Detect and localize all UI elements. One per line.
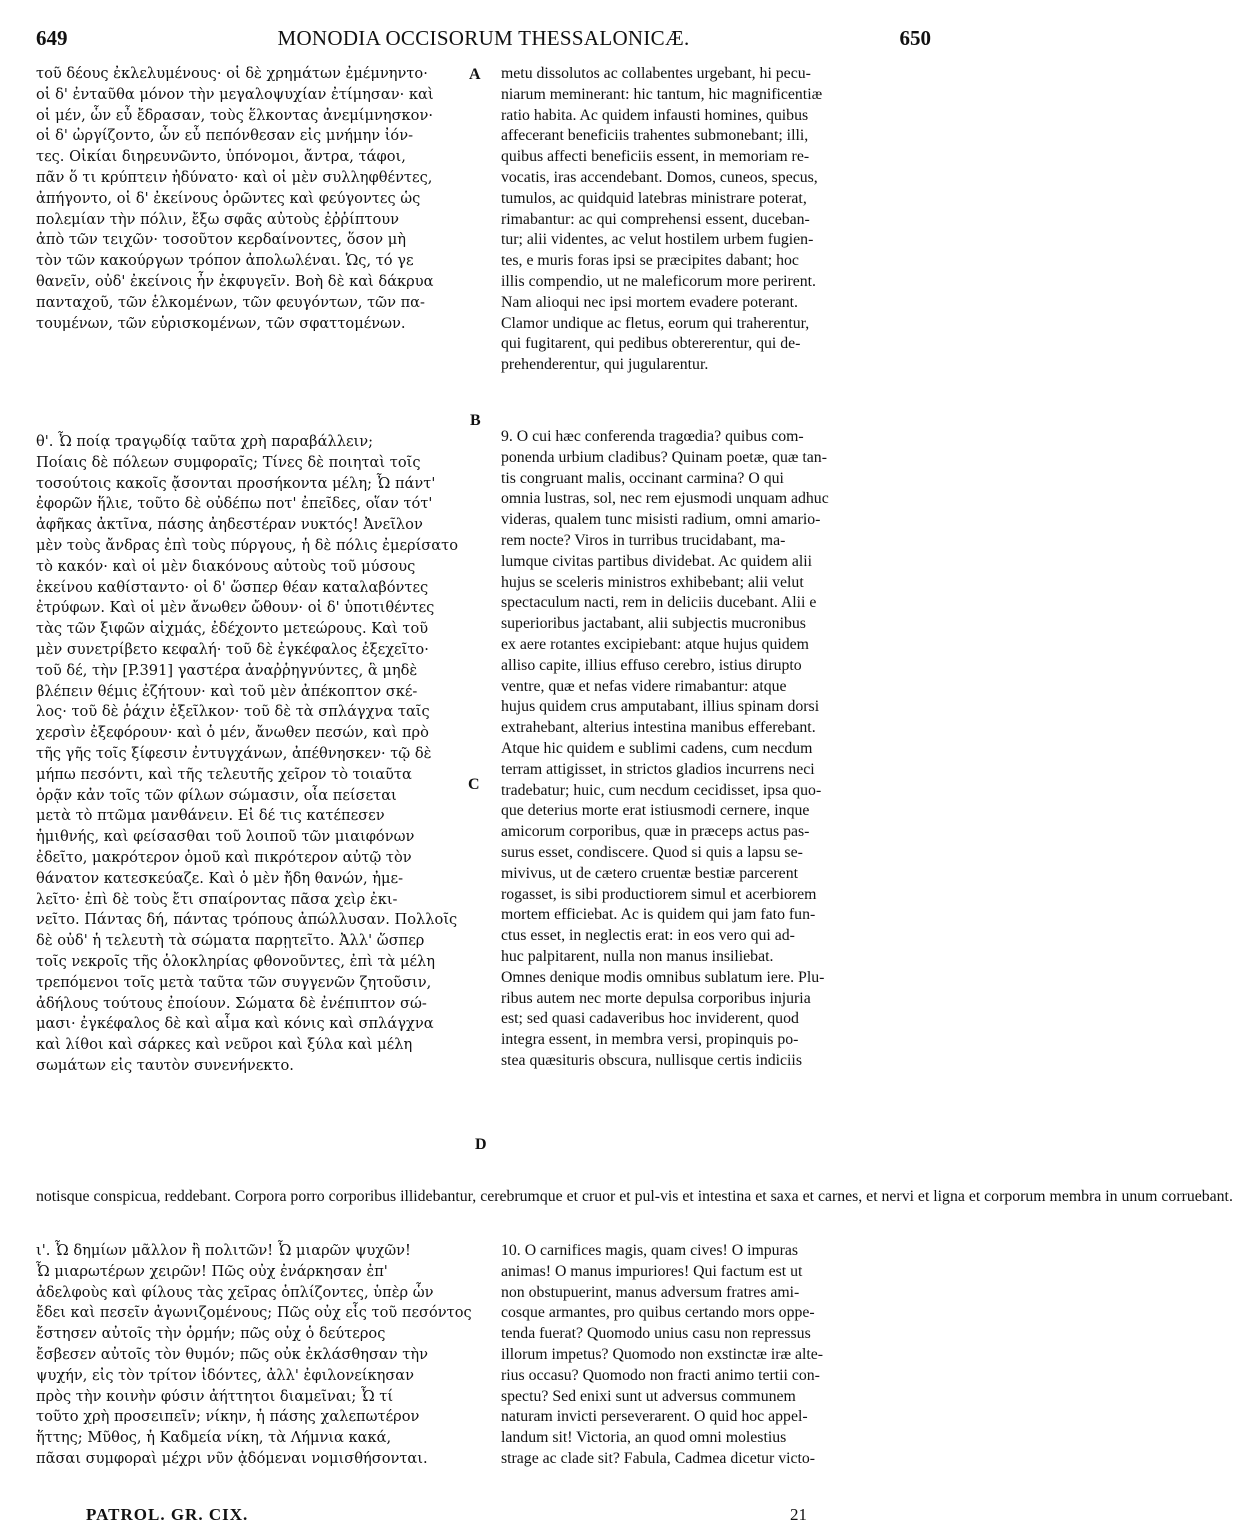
- latin-text-line: omnia lustras, sol, nec rem ejusmodi unquam adhuc: [501, 490, 829, 508]
- greek-text-line: τες. Οἰκίαι διηρευνῶντο, ὑπόνομοι, ἄντρα, τάφοι,: [36, 148, 406, 166]
- full-width-continuation: [36, 1187, 1233, 1208]
- greek-text-line: ψυχήν, εἰς τὸν τρίτον ἰδόντες, ἀλλ' ἐφιλονείκησαν: [36, 1366, 415, 1384]
- latin-text-line: Nam alioqui nec ipsi mortem evadere poterant.: [501, 293, 798, 311]
- latin-text-line: mortem efficiebat. Ac is quidem qui jam fato fun-: [501, 906, 816, 924]
- latin-text-line: qui fugitarent, qui pedibus obtererentur, qui de-: [501, 335, 801, 353]
- latin-text-line: non obstupuerint, manus adversum fratres ami-: [501, 1283, 800, 1301]
- latin-text-line: spectaculum nacti, rem in deliciis ducebant. Alii e: [501, 594, 817, 612]
- greek-text-line: τουμένων, τῶν εὑρισκομένων, τῶν σφαττομένων.: [36, 314, 406, 332]
- greek-text-line: ἔστησεν αὐτοῖς τὴν ὁρμήν; πῶς οὐχ ὁ δεύτερος: [36, 1325, 386, 1343]
- latin-text-line: lumque civitas partibus dividebat. Ac quidem alii: [501, 552, 813, 570]
- greek-text-line: ἀδελφοὺς καὶ φίλους τὰς χεῖρας ὁπλίζοντες, ὑπὲρ ὧν: [36, 1283, 434, 1301]
- greek-text-line: ἀπήγοντο, οἱ δ' ἐκείνους ὁρῶντες καὶ φεύγοντες ὡς: [36, 189, 421, 207]
- latin-text-line: integra essent, in membra versi, propinquis po-: [501, 1031, 799, 1049]
- latin-text-line: ratio habita. Ac quidem infausti homines, quibus: [501, 106, 809, 124]
- greek-text-line: θάνατον κατεσκεύαζε. Καὶ ὁ μὲν ἤδη θανών, ἠμε-: [36, 869, 404, 887]
- greek-column-middle: [36, 432, 488, 1077]
- greek-text-line: πρὸς τὴν κοινὴν φύσιν ἀήττητοι διαμεῖναι; Ὦ τί: [36, 1387, 394, 1405]
- latin-column-middle: [501, 427, 933, 1072]
- greek-text-line: μὲν συνετρίβετο κεφαλή· τοῦ δὲ ἐγκέφαλος ἐξεχεῖτο·: [36, 640, 429, 658]
- section-marker-d: D: [475, 1136, 487, 1153]
- latin-text-line: animas! O manus impuriores! Qui factum est ut: [501, 1262, 803, 1280]
- latin-text-line: illorum impetus? Quomodo non exstinctæ iræ alte-: [501, 1345, 824, 1363]
- greek-text-line: λεῖτο· ἐπὶ δὲ τοὺς ἔτι σπαίροντας πᾶσα χεὶρ ἐκι-: [36, 890, 398, 908]
- latin-text-line: ribus autem nec morte depulsa corporibus injuria: [501, 989, 811, 1007]
- greek-text-line: λος· τοῦ δὲ ῥάχιν ἐξεῖλκον· τοῦ δὲ τὰ σπλάγχνα ταῖς: [36, 703, 430, 721]
- latin-text-line: est; sed quasi cadaveribus hoc inviderent, quod: [501, 1010, 799, 1028]
- latin-column-bottom: [501, 1241, 933, 1470]
- latin-text-line: tis congruant malis, occinant carmina? O qui: [501, 469, 784, 487]
- latin-text-line: affecerant beneficiis trahentes submonebant; illi,: [501, 127, 809, 145]
- latin-text-line: stea quæsituris obscura, nullisque certis indiciis: [501, 1051, 802, 1069]
- greek-text-line: βλέπειν θέμις ἐζήτουν· καὶ τοῦ μὲν ἀπέκοπτον σκέ-: [36, 682, 418, 700]
- page-header: [36, 26, 931, 56]
- latin-text-line: tenda fuerat? Quomodo unius casu non repressus: [501, 1325, 811, 1343]
- greek-text-line: τοῦ δέους ἐκλελυμένους· οἱ δὲ χρημάτων ἐμέμνηντο·: [36, 65, 428, 82]
- greek-text-line: ἀπὸ τῶν τειχῶν· τοσοῦτον κερδαίνοντες, ὅσον μὴ: [36, 231, 406, 249]
- greek-text-line: σωμάτων εἰς ταυτὸν συνενήνεκτο.: [36, 1056, 294, 1074]
- greek-text-line: τὸν τῶν κακούργων τρόπον ἀπολωλέναι. Ὡς, τό γε: [36, 252, 414, 270]
- latin-text-line: rogasset, is sibi productiorem simul et acerbiorem: [501, 885, 817, 903]
- latin-text-line: ex aere rotantes excipiebant: atque hujus quidem: [501, 635, 809, 653]
- latin-text-line: naturam invicti perseverarent. O quid hoc appel-: [501, 1408, 808, 1426]
- greek-text-line: ἀφῆκας ἀκτῖνα, πάσης ἀηδεστέραν νυκτός! Ἀνεῖλον: [36, 516, 423, 534]
- greek-text-line: ἐκείνου καθίσταντο· οἱ δ' ὥσπερ θέαν καταλαβόντες: [36, 578, 429, 596]
- greek-text-line: Ποίαις δὲ πόλεων συμφοραῖς; Τίνες δὲ ποιηταὶ τοῖς: [36, 453, 421, 471]
- latin-text-line: notisque conspicua, reddebant. Corpora porro corporibus illidebantur, cerebrumque et cruor et pul-: [36, 1188, 661, 1205]
- latin-text-line: ctus esset, in neglectis erat: in eos vero qui ad-: [501, 927, 795, 945]
- greek-text-line: νεῖτο. Πάντας δή, πάντας τρόπους ἀπώλλυσαν. Πολλοῖς: [36, 911, 458, 929]
- greek-text-line: πᾶν ὅ τι κρύπτειν ἠδύνατο· καὶ οἱ μὲν συλληφθέντες,: [36, 168, 433, 186]
- greek-text-line: μήπω πεσόντι, καὶ τῆς τελευτῆς χεῖρον τὸ τοιαῦτα: [36, 765, 412, 783]
- greek-text-line: ἔσβεσεν αὐτοῖς τὸν θυμόν; πῶς οὐκ ἐκλάσθησαν τὴν: [36, 1345, 428, 1363]
- latin-text-line: Atque hic quidem e sublimi cadens, cum necdum: [501, 739, 813, 757]
- greek-text-line: ἥττης; Μῦθος, ἡ Καδμεία νίκη, τὰ Λήμνια κακά,: [36, 1429, 392, 1447]
- greek-text-line: οἱ δ' ἐνταῦθα μόνον τὴν μεγαλοψυχίαν ἐτίμησαν· καὶ: [36, 85, 434, 103]
- latin-text-line: vis et intestina et saxa et carnes, et nervi et ligna et corporum membra in unum corruebant.: [660, 1188, 1233, 1205]
- greek-text-line: Ὦ μιαρωτέρων χειρῶν! Πῶς οὐχ ἐνάρκησαν ἐπ': [36, 1262, 388, 1280]
- footer-signature-number: 21: [790, 1505, 807, 1524]
- latin-text-line: surus esset, condiscere. Quod si quis a lapsu se-: [501, 843, 803, 861]
- latin-column-top: [501, 64, 933, 376]
- latin-text-line: ventre, quæ et nefas videre rimabantur: atque: [501, 677, 787, 695]
- greek-text-line: τοσούτοις κακοῖς ᾄσονται προσήκοντα μέλη; Ὦ πάντ': [36, 474, 436, 492]
- running-title: MONODIA OCCISORUM THESSALONICÆ.: [277, 26, 690, 50]
- latin-text-line: hujus quidem crus amputabant, illius spinam dorsi: [501, 698, 820, 716]
- latin-text-line: niarum meminerant: hic tantum, hic magnificentiæ: [501, 85, 823, 103]
- latin-text-line: ponenda urbium cladibus? Quinam poetæ, quæ tan-: [501, 448, 827, 466]
- greek-text-line: τὰς τῶν ξιφῶν αἰχμάς, ἐδέχοντο μετεώρους. Καὶ τοῦ: [36, 620, 429, 638]
- greek-text-line: πᾶσαι συμφοραὶ μέχρι νῦν ᾀδόμεναι νομισθήσονται.: [36, 1449, 428, 1467]
- latin-text-line: quibus affecti beneficiis essent, in memoriam re-: [501, 148, 810, 166]
- greek-text-line: ἐφορῶν ἥλιε, τοῦτο δὲ οὐδέπω ποτ' ἐπεῖδες, οἵαν τότ': [36, 495, 433, 513]
- latin-text-line: tes, e muris foras ipsi se præcipites dabant; hoc: [501, 252, 799, 270]
- latin-text-line: tradebatur; huic, cum necdum cecidisset, ipsa quo-: [501, 781, 822, 799]
- greek-text-line: ἀδήλους τούτους ἐποίουν. Σώματα δὲ ἐνέπιπτον σώ-: [36, 994, 427, 1012]
- latin-text-line: Omnes denique modis omnibus sublatum iere. Plu-: [501, 968, 825, 986]
- section-marker-a: A: [469, 66, 481, 83]
- greek-text-line: τοῦτο χρὴ προσειπεῖν; νίκην, ἡ πάσης χαλεπωτέρον: [36, 1408, 420, 1426]
- greek-text-line: τῆς γῆς τοῖς ξίφεσιν ἐντυγχάνων, ἀπέθνησκεν· τῷ δὲ: [36, 744, 432, 762]
- latin-text-line: videras, qualem tunc misisti radium, omni amario-: [501, 511, 821, 529]
- footer-series-label: PATROL. GR. CIX.: [86, 1505, 249, 1524]
- greek-text-line: τοῦ δέ, τὴν [P.391] γαστέρα ἀναῤῥηγνύντες, ἃ μηδὲ: [36, 661, 418, 679]
- greek-text-line: δὲ οὐδ' ἡ τελευτὴ τὰ σώματα παρῃτεῖτο. Ἀλλ' ὥσπερ: [36, 932, 425, 950]
- latin-text-line: rem nocte? Viros in turribus trucidabant, ma-: [501, 531, 786, 549]
- latin-text-line: Clamor undique ac fletus, eorum qui traherentur,: [501, 314, 810, 332]
- latin-text-line: huc palpitarent, nulla non manus insiliebat.: [501, 947, 774, 965]
- latin-text-line: illis compendio, ut ne maleficorum more perirent.: [501, 272, 816, 290]
- latin-text-line: tumulos, ac quidquid latebras ministrare poterat,: [501, 189, 807, 207]
- greek-column-top: [36, 64, 488, 334]
- latin-text-line: rimabantur: ac qui comprehensi essent, duceban-: [501, 210, 810, 228]
- latin-text-line: spectu? Sed enixi sunt ut adversus communem: [501, 1387, 796, 1405]
- latin-text-line: strage ac clade sit? Fabula, Cadmea dicetur victo-: [501, 1449, 816, 1467]
- greek-text-line: τοῖς νεκροῖς τῆς ὁλοκληρίας φθονοῦντες, ἐπὶ τὰ μέλη: [36, 952, 436, 970]
- greek-text-line: ἐδεῖτο, μακρότερον ὁμοῦ καὶ πικρότερον αὐτῷ τὸν: [36, 848, 412, 866]
- greek-text-line: τρεπόμενοι τοῖς μετὰ ταῦτα τῶν συγγενῶν ζητοῦσιν,: [36, 973, 432, 991]
- latin-text-line: amicorum corporibus, quæ in præceps actus pas-: [501, 823, 810, 841]
- greek-text-line: οἱ μέν, ὧν εὖ ἔδρασαν, τοὺς ἕλκοντας ἀνεμίμνησκον·: [36, 106, 433, 124]
- latin-text-line: superioribus jactabant, alii subjectis mucronibus: [501, 615, 806, 633]
- section-marker-c: C: [468, 776, 480, 793]
- greek-text-line: πανταχοῦ, τῶν ἑλκομένων, τῶν φευγόντων, τῶν πα-: [36, 293, 425, 311]
- page-number-right: 650: [899, 26, 931, 50]
- latin-text-line: vocatis, iras accendebant. Domos, cuneos, specus,: [501, 168, 818, 186]
- latin-text-line: mivivus, ut de cætero cruentæ bestiæ parcerent: [501, 864, 798, 882]
- greek-text-line: μετὰ τὸ πτῶμα μανθάνειν. Εἰ δέ τις κατέπεσεν: [36, 807, 385, 825]
- page-number-left: 649: [36, 26, 68, 50]
- latin-text-line: cosque armantes, pro quibus certando mors oppe-: [501, 1304, 815, 1322]
- latin-text-line: 9. O cui hæc conferenda tragœdia? quibus com-: [501, 428, 804, 445]
- latin-text-line: hujus se sceleris ministros exhibebant; alii velut: [501, 573, 804, 591]
- greek-text-line: χερσὶν ἐξεφόρουν· καὶ ὁ μέν, ἄνωθεν πεσών, καὶ πρὸ: [36, 724, 429, 742]
- latin-text-line: metu dissolutos ac collabentes urgebant, hi pecu-: [501, 65, 811, 82]
- greek-text-line: πολεμίαν τὴν πόλιν, ἔξω σφᾶς αὐτοὺς ἐῤῥίπτουν: [36, 210, 400, 228]
- latin-text-line: prehenderentur, qui jugularentur.: [501, 356, 709, 374]
- greek-column-bottom: [36, 1241, 488, 1470]
- greek-text-line: ι'. Ὦ δημίων μᾶλλον ἢ πολιτῶν! Ὦ μιαρῶν ψυχῶν!: [36, 1242, 411, 1259]
- latin-text-line: extrahebant, alterius intestina manibus efferebant.: [501, 719, 816, 737]
- greek-text-line: μασι· ἐγκέφαλος δὲ καὶ αἷμα καὶ κόνις καὶ σπλάγχνα: [36, 1015, 434, 1033]
- greek-text-line: ἡμιθνής, καὶ φείσασθαι τοῦ λοιποῦ τῶν μιαιφόνων: [36, 828, 415, 846]
- greek-text-line: ἔδει καὶ πεσεῖν ἀγωνιζομένους; Πῶς οὐχ εἷς τοῦ πεσόντος: [36, 1304, 472, 1322]
- section-marker-b: B: [470, 412, 481, 429]
- greek-text-line: οἱ δ' ὠργίζοντο, ὧν εὖ πεπόνθεσαν εἰς μνήμην ἰόν-: [36, 127, 414, 145]
- latin-text-line: tur; alii videntes, ac velut hostilem urbem fugien-: [501, 231, 814, 249]
- greek-text-line: ἐτρύφων. Καὶ οἱ μὲν ἄνωθεν ὤθουν· οἱ δ' ὑποτιθέντες: [36, 599, 435, 617]
- latin-text-line: landum sit! Victoria, an quod omni molestius: [501, 1429, 787, 1447]
- greek-text-line: τὸ κακόν· καὶ οἱ μὲν διακόνους αὐτοὺς τοῦ μύσους: [36, 557, 416, 575]
- latin-text-line: que deterius morte erat istiusmodi cernere, inque: [501, 802, 810, 820]
- latin-text-line: rius occasu? Quomodo non fracti animo tertii con-: [501, 1366, 820, 1384]
- latin-text-line: 10. O carnifices magis, quam cives! O impuras: [501, 1242, 798, 1259]
- latin-text-line: alliso capite, illius effuso cerebro, istius dirupto: [501, 656, 802, 674]
- greek-text-line: ὁρᾷν κἀν τοῖς τῶν φίλων σώμασιν, οἷα πείσεται: [36, 786, 397, 804]
- greek-text-line: θ'. Ὦ ποίᾳ τραγῳδίᾳ ταῦτα χρὴ παραβάλλειν;: [36, 433, 374, 450]
- greek-text-line: καὶ λίθοι καὶ σάρκες καὶ νεῦροι καὶ ξύλα καὶ μέλη: [36, 1036, 413, 1054]
- latin-text-line: terram attigisset, in strictos gladios incurrens neci: [501, 760, 815, 778]
- greek-text-line: μὲν τοὺς ἄνδρας ἐπὶ τοὺς πύργους, ἡ δὲ πόλις ἐμερίσατο: [36, 536, 458, 554]
- greek-text-line: θανεῖν, οὐδ' ἐκείνοις ἦν ἐκφυγεῖν. Βοὴ δὲ καὶ δάκρυα: [36, 272, 434, 290]
